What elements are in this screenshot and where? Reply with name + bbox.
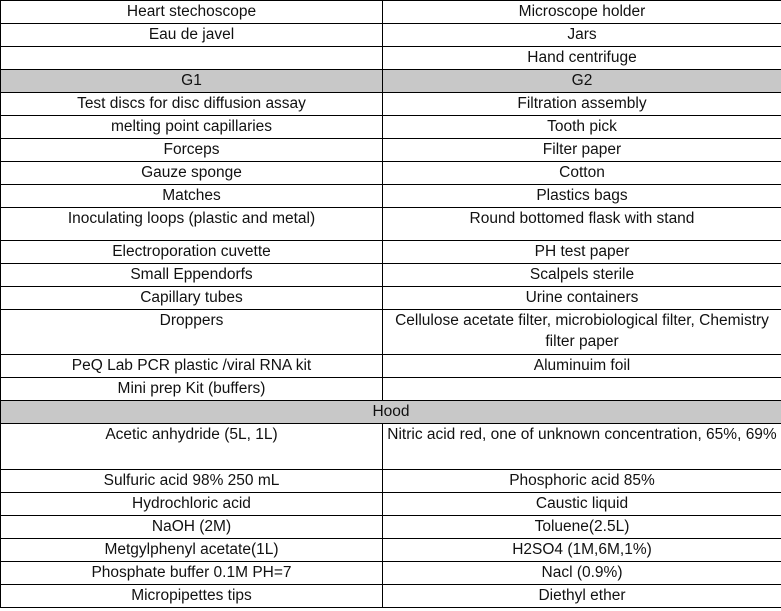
cell-right: Urine containers [383, 287, 781, 310]
cell-left: Capillary tubes [1, 287, 383, 310]
cell-right: Round bottomed flask with stand [383, 208, 781, 241]
table-row [1, 539, 781, 562]
cell-right: Toluene(2.5L) [383, 516, 781, 539]
cell-left [1, 47, 383, 70]
cell-right: Hand centrifuge [383, 47, 781, 70]
cell-right: Nitric acid red, one of unknown concentration, 65%, 69% [383, 424, 781, 470]
cell-left: Matches [1, 185, 383, 208]
table-row [1, 47, 781, 70]
table-row [1, 162, 781, 185]
section-header-row [1, 401, 781, 424]
table-row [1, 264, 781, 287]
cell-left: Droppers [1, 310, 383, 355]
cell-left: Heart stechoscope [1, 1, 383, 24]
cell-left: Electroporation cuvette [1, 241, 383, 264]
cell-right: Nacl (0.9%) [383, 562, 781, 585]
cell-left: Gauze sponge [1, 162, 383, 185]
cell-right: Diethyl ether [383, 585, 781, 608]
cell-left: melting point capillaries [1, 116, 383, 139]
cell-right: PH test paper [383, 241, 781, 264]
group-header-row [1, 70, 781, 93]
inventory-table-body [1, 1, 781, 608]
table-row [1, 185, 781, 208]
cell-right: Aluminuim foil [383, 355, 781, 378]
cell-left: Metgylphenyl acetate(1L) [1, 539, 383, 562]
table-row [1, 287, 781, 310]
cell-left: Phosphate buffer 0.1M PH=7 [1, 562, 383, 585]
cell-right: Cotton [383, 162, 781, 185]
cell-left: Acetic anhydride (5L, 1L) [1, 424, 383, 470]
table-row [1, 355, 781, 378]
group-label-left: G1 [1, 70, 383, 93]
cell-right: Filter paper [383, 139, 781, 162]
cell-right: Filtration assembly [383, 93, 781, 116]
table-row [1, 1, 781, 24]
cell-right: Plastics bags [383, 185, 781, 208]
section-label: Hood [1, 401, 781, 424]
cell-right: Jars [383, 24, 781, 47]
cell-left: Inoculating loops (plastic and metal) [1, 208, 383, 241]
table-row [1, 24, 781, 47]
cell-left: Forceps [1, 139, 383, 162]
table-row [1, 585, 781, 608]
cell-left: Micropipettes tips [1, 585, 383, 608]
table-row [1, 116, 781, 139]
table-row [1, 493, 781, 516]
cell-right: Tooth pick [383, 116, 781, 139]
table-row [1, 470, 781, 493]
table-row [1, 378, 781, 401]
cell-right: Caustic liquid [383, 493, 781, 516]
cell-left: Sulfuric acid 98% 250 mL [1, 470, 383, 493]
cell-left: Hydrochloric acid [1, 493, 383, 516]
table-row [1, 516, 781, 539]
table-row [1, 241, 781, 264]
table-row [1, 93, 781, 116]
cell-left: Eau de javel [1, 24, 383, 47]
table-row [1, 424, 781, 470]
cell-right: H2SO4 (1M,6M,1%) [383, 539, 781, 562]
cell-left: PeQ Lab PCR plastic /viral RNA kit [1, 355, 383, 378]
table-row [1, 562, 781, 585]
cell-right: Scalpels sterile [383, 264, 781, 287]
group-label-right: G2 [383, 70, 781, 93]
cell-right: Microscope holder [383, 1, 781, 24]
cell-right [383, 378, 781, 401]
cell-right: Cellulose acetate filter, microbiological filter, Chemistry filter paper [383, 310, 781, 355]
cell-right: Phosphoric acid 85% [383, 470, 781, 493]
table-row [1, 139, 781, 162]
cell-left: Test discs for disc diffusion assay [1, 93, 383, 116]
table-row [1, 208, 781, 241]
cell-left: NaOH (2M) [1, 516, 383, 539]
cell-left: Mini prep Kit (buffers) [1, 378, 383, 401]
table-row [1, 310, 781, 355]
cell-left: Small Eppendorfs [1, 264, 383, 287]
